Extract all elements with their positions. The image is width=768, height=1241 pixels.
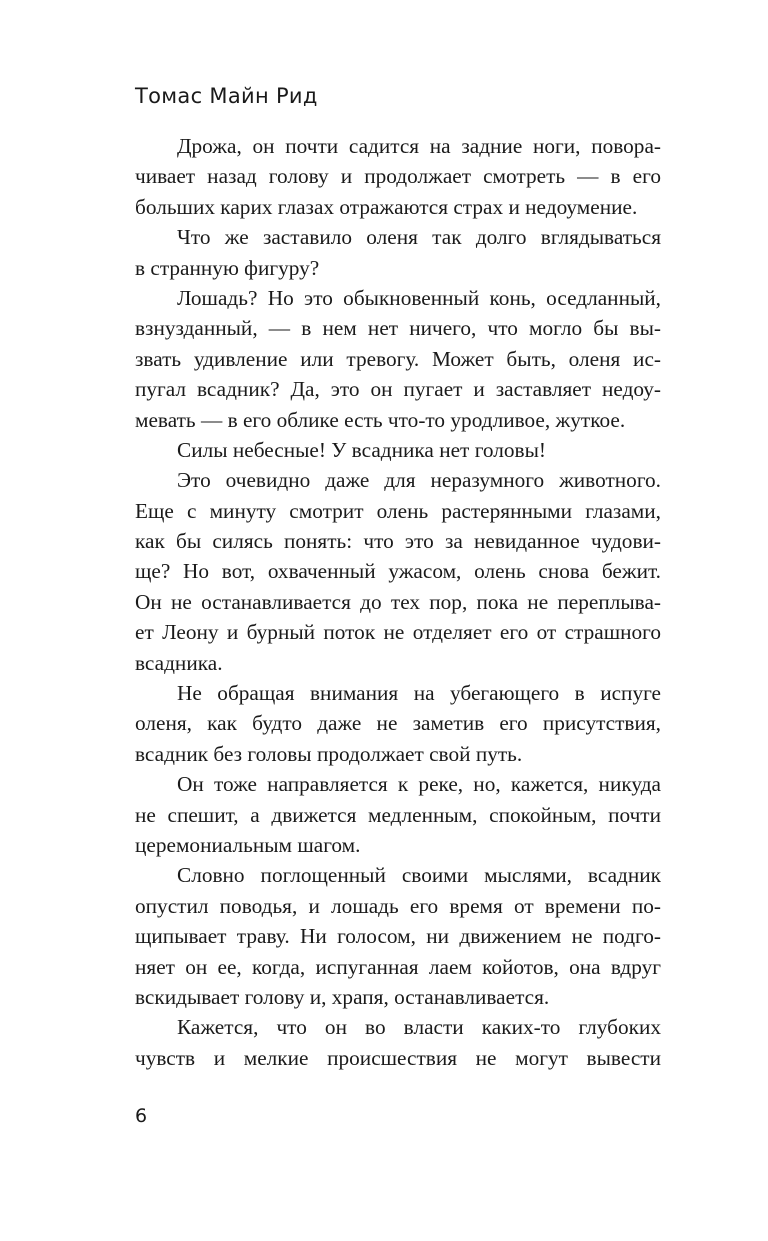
running-head-title: Томас Майн Рид	[135, 84, 318, 108]
text-line: Он не останавливается до тех пор, пока не переплыва-	[135, 589, 661, 614]
body-text	[135, 131, 661, 1073]
text-line: всадник без головы продолжает свой путь.	[135, 741, 523, 766]
text-line: взнузданный, — в нем нет ничего, что могло бы вы-	[135, 316, 661, 341]
text-line: Не обращая внимания на убегающего в испуге	[177, 681, 661, 706]
text-line: Силы небесные! У всадника нет головы!	[177, 437, 546, 462]
text-line: церемониальным шагом.	[135, 832, 361, 857]
text-line: мевать — в его облике есть что-то уродливое, жуткое.	[135, 407, 626, 432]
text-line: Он тоже направляется к реке, но, кажется, никуда	[177, 772, 661, 797]
text-line: Лошадь? Но это обыкновенный конь, оседланный,	[177, 285, 661, 310]
text-line: всадника.	[135, 650, 223, 675]
page-number: 6	[135, 1105, 148, 1127]
text-line: в странную фигуру?	[135, 255, 320, 280]
text-line: чувств и мелкие происшествия не могут вывести	[135, 1045, 661, 1070]
text-line: Дрожа, он почти садится на задние ноги, повора-	[177, 134, 661, 158]
text-line: чивает назад голову и продолжает смотреть — в его	[135, 164, 661, 189]
text-line: няет он ее, когда, испуганная лаем койотов, она вдруг	[135, 954, 661, 979]
text-line: щипывает траву. Ни голосом, ни движением не подго-	[135, 924, 661, 949]
text-line: вскидывает голову и, храпя, останавливается.	[135, 984, 550, 1009]
text-line: ет Леону и бурный поток не отделяет его от страшного	[135, 620, 661, 645]
text-line: пугал всадник? Да, это он пугает и заставляет недоу-	[135, 377, 661, 402]
text-line: больших карих глазах отражаются страх и недоумение.	[135, 194, 638, 219]
text-line: Еще с минуту смотрит олень растерянными глазами,	[135, 498, 661, 523]
text-line: Это очевидно даже для неразумного животного.	[177, 468, 661, 493]
text-line: звать удивление или тревогу. Может быть, оленя ис-	[135, 346, 661, 371]
text-line: как бы силясь понять: что это за невиданное чудови-	[135, 529, 661, 554]
text-line: Словно поглощенный своими мыслями, всадник	[177, 863, 661, 888]
text-line: опустил поводья, и лошадь его время от времени по-	[135, 893, 661, 918]
text-line: Кажется, что он во власти каких-то глубоких	[177, 1015, 661, 1040]
text-line: не спешит, а движется медленным, спокойным, почти	[135, 802, 661, 827]
text-line: Что же заставило оленя так долго вглядываться	[177, 225, 661, 250]
text-line: оленя, как будто даже не заметив его присутствия,	[135, 711, 661, 736]
text-line: ще? Но вот, охваченный ужасом, олень снова бежит.	[135, 559, 661, 584]
